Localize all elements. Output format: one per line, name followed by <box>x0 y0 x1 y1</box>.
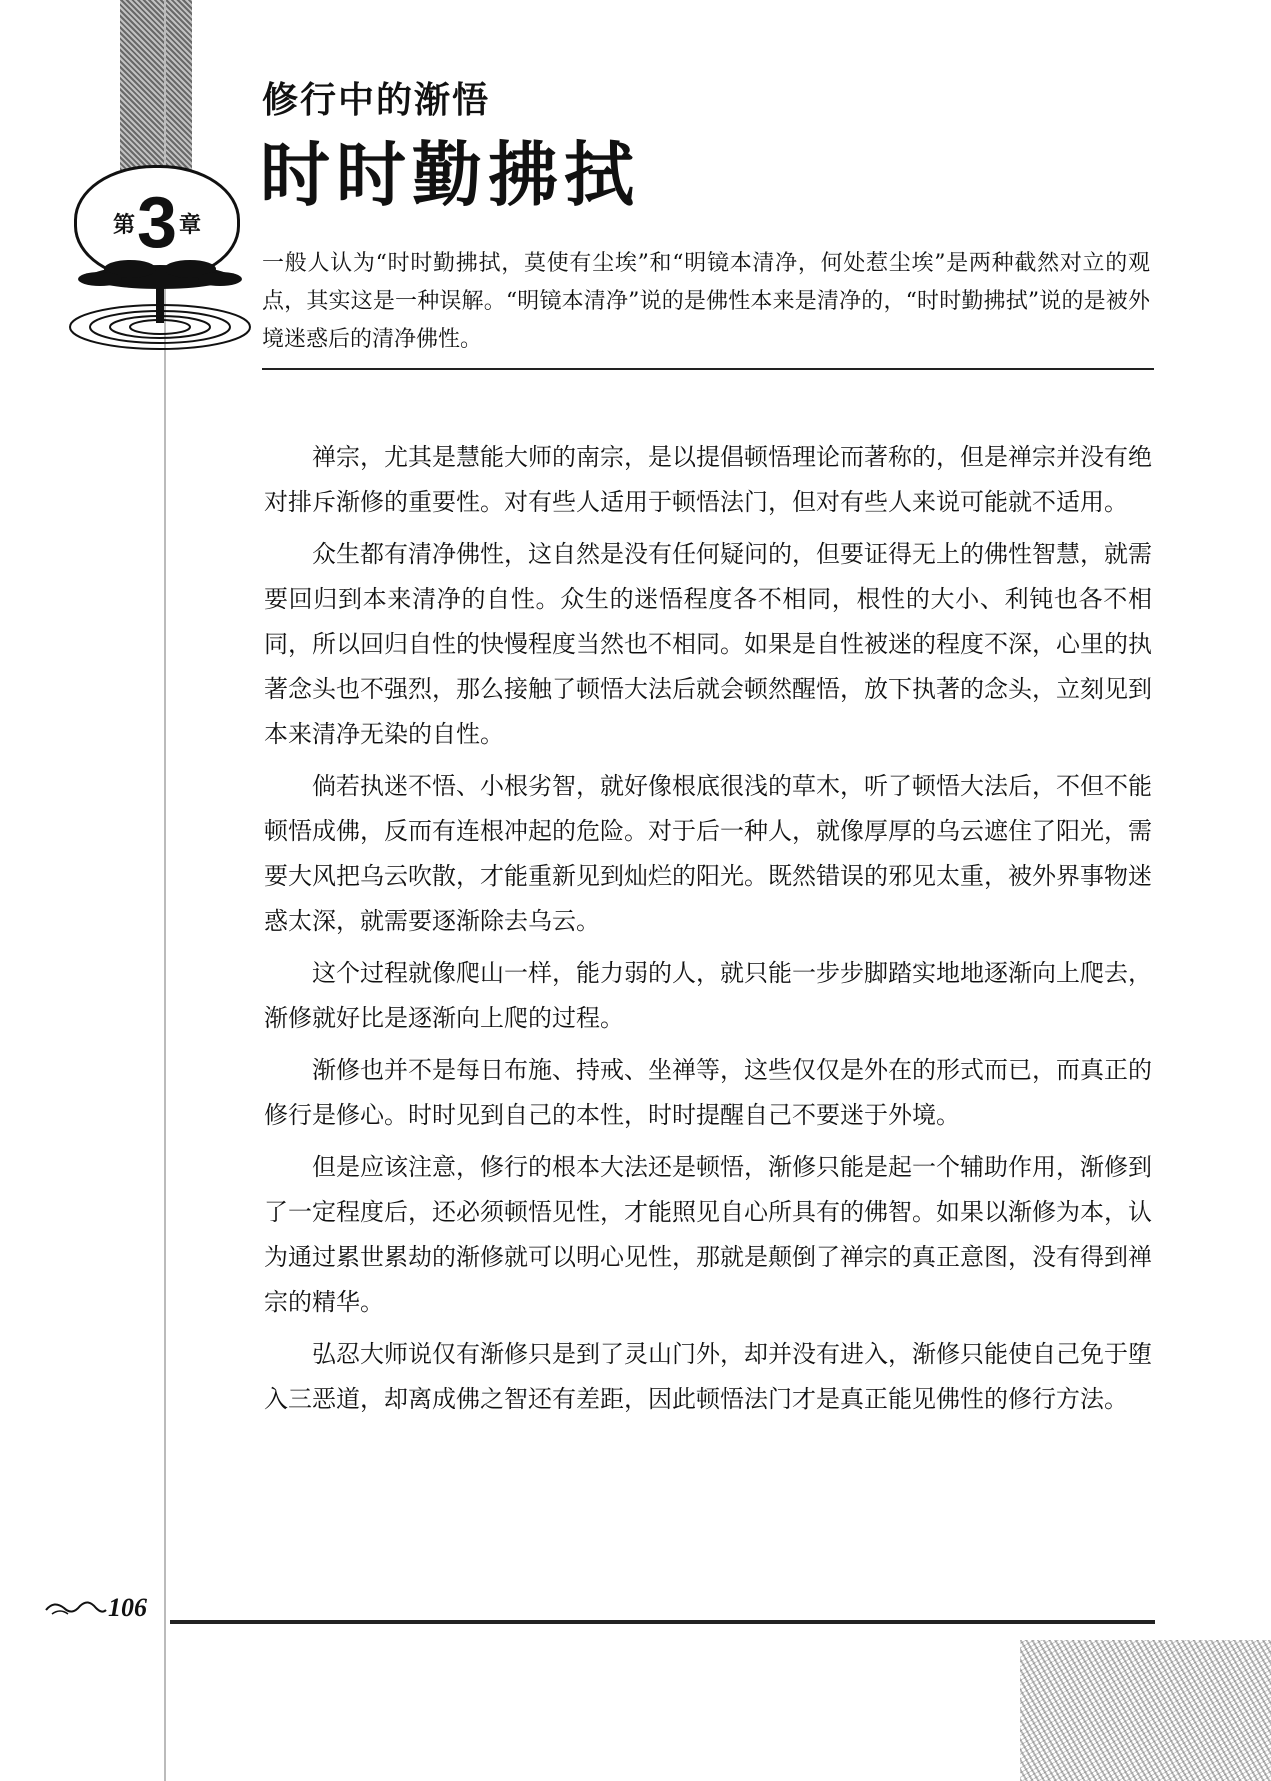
chapter-subtitle: 修行中的渐悟 <box>262 79 491 121</box>
paragraph: 这个过程就像爬山一样，能力弱的人，就只能一步步脚踏实地地逐渐向上爬去，渐修就好比是逐渐向上爬的过程。 <box>264 959 1152 1032</box>
footer-rule <box>170 1620 1155 1624</box>
intro-paragraph: 一般人认为“时时勤拂拭，莫使有尘埃”和“明镜本清净，何处惹尘埃”是两种截然对立的观点，其实这是一种误解。“明镜本清净”说的是佛性本来是清净的，“时时勤拂拭”说的是被外境迷惑后的清净佛性。 <box>262 251 1150 352</box>
paragraph: 但是应该注意，修行的根本大法还是顿悟，渐修只能是起一个辅助作用，渐修到了一定程度后，还必须顿悟见性，才能照见自心所具有的佛智。如果以渐修为本，认为通过累世累劫的渐修就可以明心见性，那就是颠倒了禅宗的真正意图，没有得到禅宗的精华。 <box>264 1153 1152 1316</box>
scan-noise-corner <box>1020 1640 1271 1781</box>
chapter-title: 时时勤拂拭 <box>260 133 640 216</box>
page-number: 106 <box>108 1593 147 1622</box>
paragraph: 渐修也并不是每日布施、持戒、坐禅等，这些仅仅是外在的形式而已，而真正的修行是修心。时时见到自己的本性，时时提醒自己不要迷于外境。 <box>264 1056 1152 1129</box>
paragraph: 倘若执迷不悟、小根劣智，就好像根底很浅的草木，听了顿悟大法后，不但不能顿悟成佛，反而有连根冲起的危险。对于后一种人，就像厚厚的乌云遮住了阳光，需要大风把乌云吹散，才能重新见到灿烂的阳光。既然错误的邪见太重，被外界事物迷惑太深，就需要逐渐除去乌云。 <box>264 772 1152 935</box>
cloud-swirl-icon <box>44 1598 108 1620</box>
tree-ripple-icon <box>60 255 260 375</box>
paragraph: 众生都有清净佛性，这自然是没有任何疑问的，但要证得无上的佛性智慧，就需要回归到本来清净的自性。众生的迷悟程度各不相同，根性的大小、利钝也各不相同，所以回归自性的快慢程度当然也不相同。如果是自性被迷的程度不深，心里的执著念头也不强烈，那么接触了顿悟大法后就会顿然醒悟，放下执著的念头，立刻见到本来清净无染的自性。 <box>264 540 1152 748</box>
chapter-suffix: 章 <box>179 211 202 238</box>
intro-divider <box>262 368 1154 370</box>
paragraph: 弘忍大师说仅有渐修只是到了灵山门外，却并没有进入，渐修只能使自己免于堕入三恶道，却离成佛之智还有差距，因此顿悟法门才是真正能见佛性的修行方法。 <box>264 1340 1152 1413</box>
paragraph: 禅宗，尤其是慧能大师的南宗，是以提倡顿悟理论而著称的，但是禅宗并没有绝对排斥渐修的重要性。对有些人适用于顿悟法门，但对有些人来说可能就不适用。 <box>264 443 1152 516</box>
chapter-prefix: 第 <box>112 211 135 238</box>
body-text <box>264 435 1152 1429</box>
decorative-header-bar <box>120 0 192 170</box>
chapter-number: 3 <box>136 183 178 263</box>
